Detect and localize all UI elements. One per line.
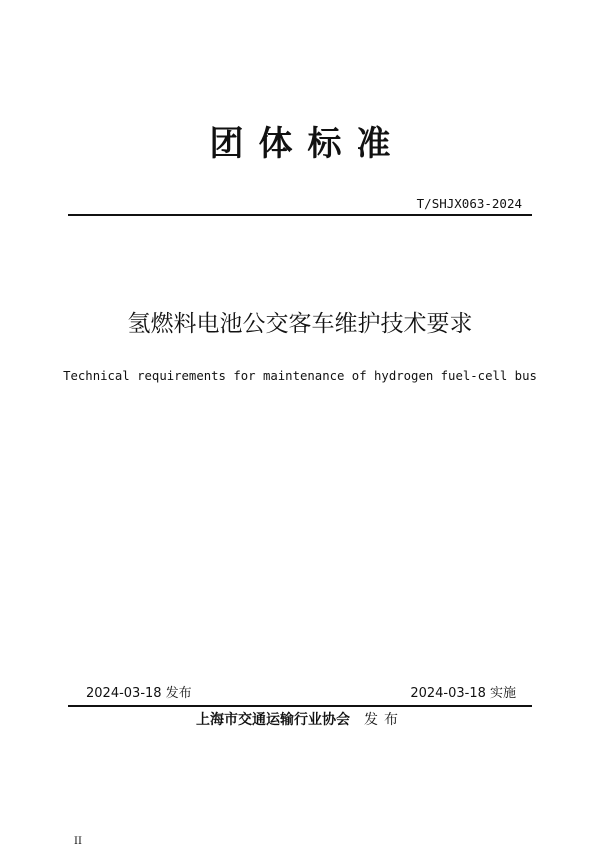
- page-number: II: [74, 836, 82, 847]
- bottom-divider: [68, 705, 532, 707]
- issue-date: 2024-03-18 发布: [86, 686, 192, 701]
- implementation-date: 2024-03-18 实施: [410, 686, 516, 701]
- title-chinese: 氢燃料电池公交客车维护技术要求: [127, 311, 473, 337]
- top-divider: [68, 214, 532, 216]
- publisher-name: 上海市交通运输行业协会: [196, 712, 350, 728]
- publish-label: 发布: [364, 712, 404, 728]
- title-english: Technical requirements for maintenance of hydrogen fuel-cell bus: [63, 369, 537, 383]
- standard-number: T/SHJX063-2024: [416, 196, 522, 211]
- publisher-line: [0, 710, 600, 730]
- document-type-heading: 团体标准: [209, 124, 406, 164]
